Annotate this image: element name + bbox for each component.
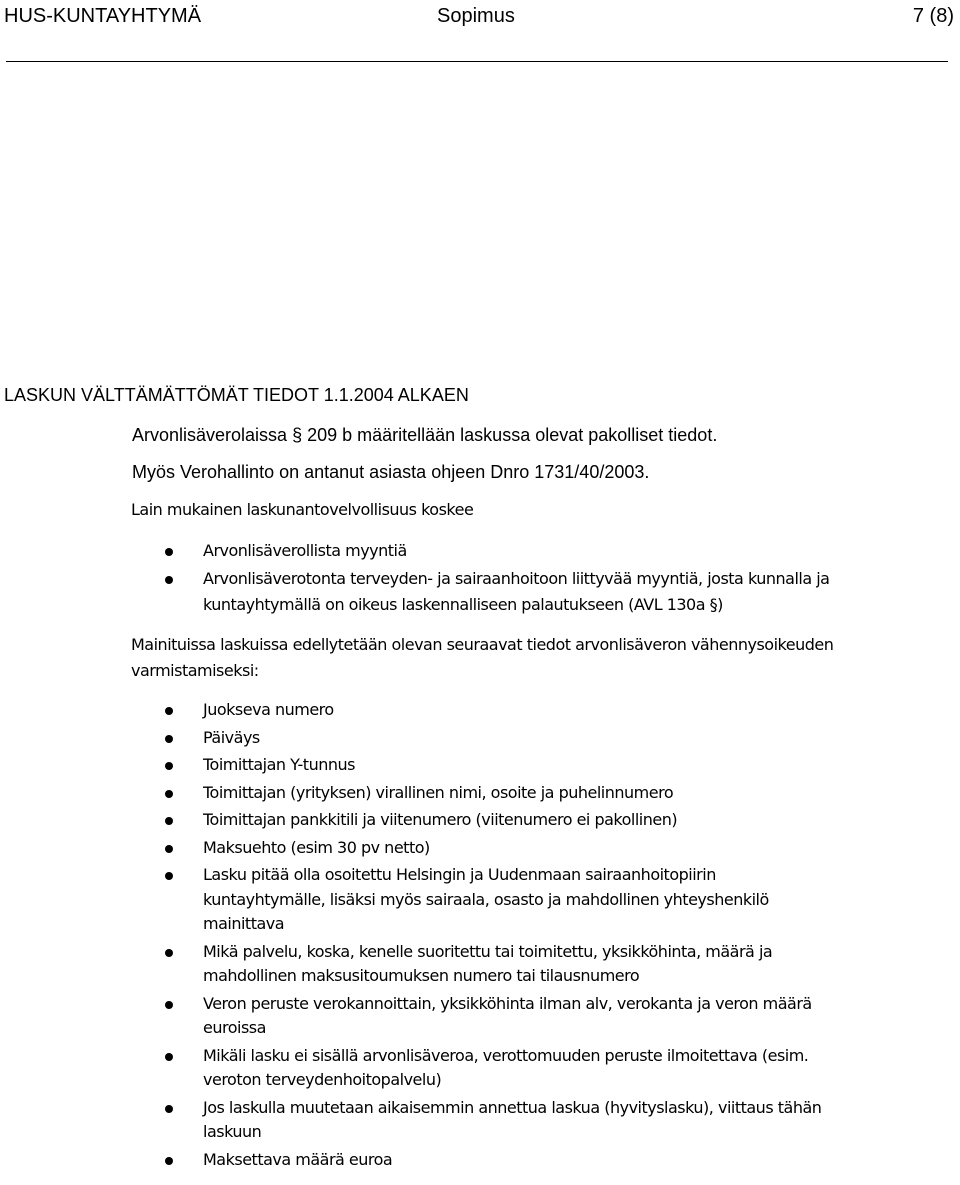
list-item bbox=[0, 836, 821, 861]
list-item bbox=[0, 808, 821, 833]
intro-line-2: Myös Verohallinto on antanut asiasta ohjeen Dnro 1731/40/2003. bbox=[132, 462, 650, 482]
list-item-line: mainittava bbox=[203, 914, 285, 933]
obligation-list bbox=[0, 538, 829, 620]
list-item bbox=[0, 566, 829, 618]
list-item bbox=[0, 863, 821, 937]
list-item bbox=[0, 726, 821, 751]
list-item-line: Mikäli lasku ei sisällä arvonlisäveroa, verottomuuden peruste ilmoitettava (esim. bbox=[203, 1045, 809, 1065]
list-item-line: Maksuehto (esim 30 pv netto) bbox=[203, 837, 430, 857]
list-item-line: Maksettava määrä euroa bbox=[203, 1149, 393, 1169]
list-item-line: Toimittajan Y-tunnus bbox=[203, 755, 355, 774]
list-item-line: Jos laskulla muutetaan aikaisemmin annettua laskua (hyvityslasku), viittaus tähän bbox=[203, 1097, 822, 1117]
list-item bbox=[0, 538, 829, 564]
list-item-line: kuntayhtymälle, lisäksi myös sairaala, osasto ja mahdollinen yhteyshenkilö bbox=[203, 889, 769, 909]
list-item bbox=[0, 992, 821, 1041]
required-info-lead bbox=[131, 632, 833, 684]
required-info-lead-line: Mainituissa laskuissa edellytetään olevan seuraavat tiedot arvonlisäveron vähennysoikeuden bbox=[131, 635, 834, 654]
header-rule bbox=[6, 61, 948, 62]
list-item-line: Arvonlisäverotonta terveyden- ja sairaanhoitoon liittyvää myyntiä, josta kunnalla ja bbox=[203, 569, 830, 588]
list-item-line: veroton terveydenhoitopalvelu) bbox=[203, 1070, 442, 1089]
header-page-number: 7 (8) bbox=[912, 5, 954, 27]
list-item bbox=[0, 753, 821, 778]
list-item-line: euroissa bbox=[203, 1018, 266, 1037]
list-item-line: laskuun bbox=[203, 1122, 262, 1141]
list-item bbox=[0, 1044, 821, 1093]
header-document-type: Sopimus bbox=[437, 5, 515, 27]
list-item-line: mahdollinen maksusitoumuksen numero tai tilausnumero bbox=[203, 966, 640, 985]
required-info-list bbox=[0, 698, 821, 1175]
list-item bbox=[0, 1096, 821, 1145]
intro-line-1: Arvonlisäverolaissa § 209 b määritellään laskussa olevat pakolliset tiedot. bbox=[132, 425, 718, 445]
list-item-line: kuntayhtymällä on oikeus laskennalliseen palautukseen (AVL 130a §) bbox=[203, 595, 723, 614]
list-item bbox=[0, 1148, 821, 1173]
list-item-line: Toimittajan pankkitili ja viitenumero (viitenumero ei pakollinen) bbox=[203, 810, 678, 829]
list-item-line: Veron peruste verokannoittain, yksikköhinta ilman alv, verokanta ja veron määrä bbox=[203, 993, 812, 1013]
list-item bbox=[0, 781, 821, 806]
list-item-line: Juokseva numero bbox=[203, 700, 334, 719]
list-item-line: Lasku pitää olla osoitettu Helsingin ja Uudenmaan sairaanhoitopiirin bbox=[203, 865, 716, 884]
obligation-lead: Lain mukainen laskunantovelvollisuus koskee bbox=[131, 500, 474, 519]
required-info-lead-line: varmistamiseksi: bbox=[131, 661, 259, 680]
list-item-line: Toimittajan (yrityksen) virallinen nimi, osoite ja puhelinnumero bbox=[203, 782, 674, 802]
header-organization: HUS-KUNTAYHTYMÄ bbox=[4, 5, 202, 27]
list-item-line: Päiväys bbox=[203, 727, 260, 747]
list-item-line: Mikä palvelu, koska, kenelle suoritettu tai toimitettu, yksikköhinta, määrä ja bbox=[203, 941, 773, 961]
list-item-line: Arvonlisäverollista myyntiä bbox=[203, 541, 407, 560]
list-item bbox=[0, 940, 821, 989]
section-heading: LASKUN VÄLTTÄMÄTTÖMÄT TIEDOT 1.1.2004 ALKAEN bbox=[4, 385, 469, 405]
list-item bbox=[0, 698, 821, 723]
